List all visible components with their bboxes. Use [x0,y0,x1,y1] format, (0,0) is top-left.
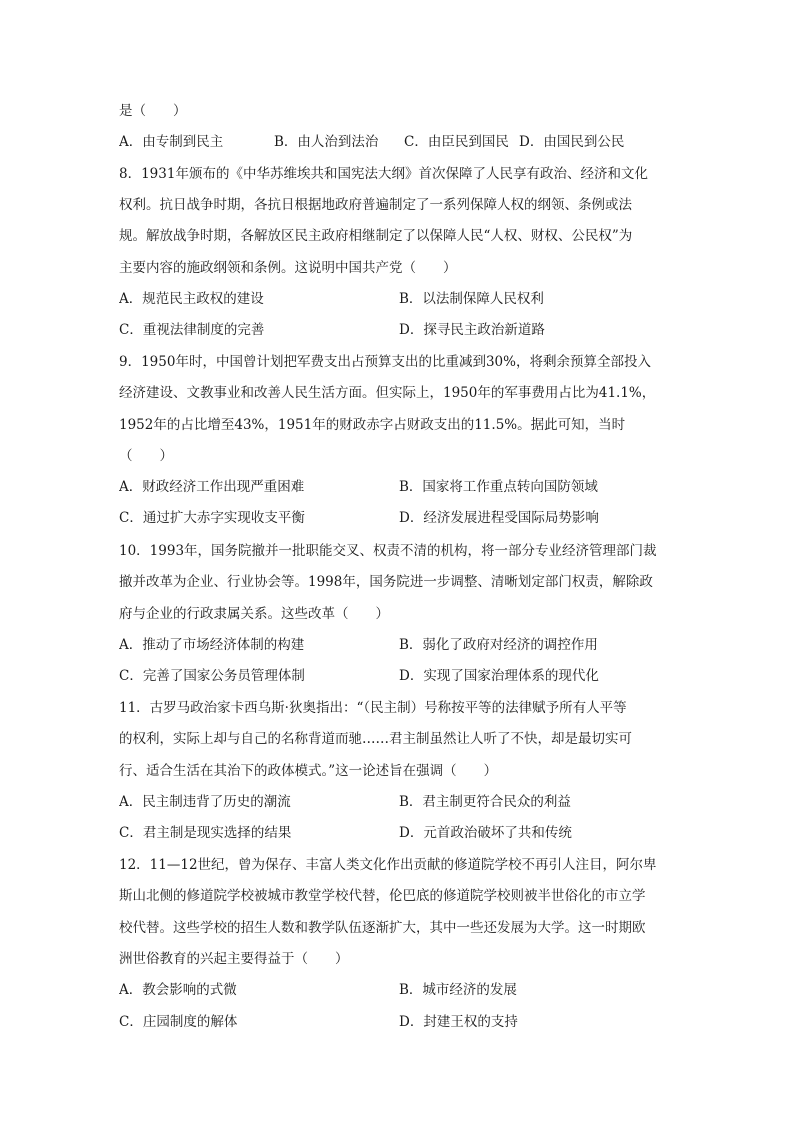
answer-option: B．由人治到法治 [274,134,379,150]
answer-option: C．由臣民到国民 [404,134,509,150]
answer-option: C．君主制是现实选择的结果 [119,825,292,841]
options-row [119,131,679,153]
options-row [119,507,679,529]
answer-option: D．探寻民主政治新道路 [399,322,545,338]
question-text-line: 1952年的占比增至43%，1951年的财政赤字占财政支出的11.5%。据此可知，当时 [119,417,626,433]
options-row [119,791,679,813]
question-text-line: 洲世俗教育的兴起主要得益于（ ） [119,951,349,967]
question-text-line: 12．11—12世纪，曾为保存、丰富人类文化作出贡献的修道院学校不再引人注目，阿尔卑 [119,857,657,873]
question-text-line: 撤并改革为企业、行业协会等。1998年，国务院进一步调整、清晰划定部门权责，解除政 [119,574,653,590]
options-row [119,476,679,498]
question-text-line: 主要内容的施政纲领和条例。这说明中国共产党（ ） [119,260,457,276]
answer-option: B．弱化了政府对经济的调控作用 [399,637,598,653]
answer-option: D．元首政治破坏了共和传统 [399,825,572,841]
answer-option: A．规范民主政权的建设 [119,291,264,307]
question-text-line: 9．1950年时，中国曾计划把军费支出占预算支出的比重减到30%，将剩余预算全部投入 [119,354,651,370]
answer-option: D．由国民到公民 [519,134,625,150]
answer-option: B．国家将工作重点转向国防领域 [399,479,598,495]
answer-option: C．庄园制度的解体 [119,1014,238,1030]
answer-option: C．通过扩大赤字实现收支平衡 [119,510,305,526]
answer-option: D．封建王权的支持 [399,1014,518,1030]
question-text-line: 校代替。这些学校的招生人数和教学队伍逐渐扩大，其中一些还发展为大学。这一时期欧 [119,920,646,936]
question-text-line: 11．古罗马政治家卡西乌斯·狄奥指出：“（民主制）号称按平等的法律赋予所有人平等 [119,700,627,716]
question-text-line: 府与企业的行政隶属关系。这些改革（ ） [119,606,389,622]
question-text-line: 是（ ） [119,103,187,119]
question-text-line: 8．1931年颁布的《中华苏维埃共和国宪法大纲》首次保障了人民享有政治、经济和文化 [119,166,648,182]
answer-option: A．财政经济工作出现严重困难 [119,479,305,495]
answer-option: C．重视法律制度的完善 [119,322,265,338]
answer-option: A．由专制到民主 [119,134,224,150]
answer-option: B．城市经济的发展 [399,982,517,998]
options-row [119,319,679,341]
question-text-line: 斯山北侧的修道院学校被城市教堂学校代替，伦巴底的修道院学校则被半世俗化的市立学 [119,888,646,904]
question-text-line: 权利。抗日战争时期，各抗日根据地政府普遍制定了一系列保障人权的纲领、条例或法 [119,197,632,213]
options-row [119,288,679,310]
answer-option: A．民主制违背了历史的潮流 [119,794,291,810]
options-row [119,665,679,687]
options-row [119,1011,679,1033]
answer-option: C．完善了国家公务员管理体制 [119,668,305,684]
question-text-line: 行、适合生活在其治下的政体模式。”这一论述旨在强调（ ） [119,763,498,779]
answer-option: B．君主制更符合民众的利益 [399,794,571,810]
question-text-line: 规。解放战争时期，各解放区民主政府相继制定了以保障人民“人权、财权、公民权”为 [119,228,633,244]
question-text-line: 的权利，实际上却与自己的名称背道而驰……君主制虽然让人听了不快，却是最切实可 [119,731,632,747]
options-row [119,634,679,656]
question-text-line: 经济建设、文教事业和改善人民生活方面。但实际上，1950年的军事费用占比为41.1%， [119,385,656,401]
answer-option: D．经济发展进程受国际局势影响 [399,510,599,526]
options-row [119,979,679,1001]
answer-option: B．以法制保障人民权利 [399,291,544,307]
options-row [119,822,679,844]
answer-option: A．教会影响的式微 [119,982,237,998]
answer-option: A．推动了市场经济体制的构建 [119,637,305,653]
answer-option: D．实现了国家治理体系的现代化 [399,668,599,684]
question-text-line: （ ） [119,448,173,464]
question-text-line: 10．1993年，国务院撤并一批职能交叉、权责不清的机构，将一部分专业经济管理部门裁 [119,543,657,559]
